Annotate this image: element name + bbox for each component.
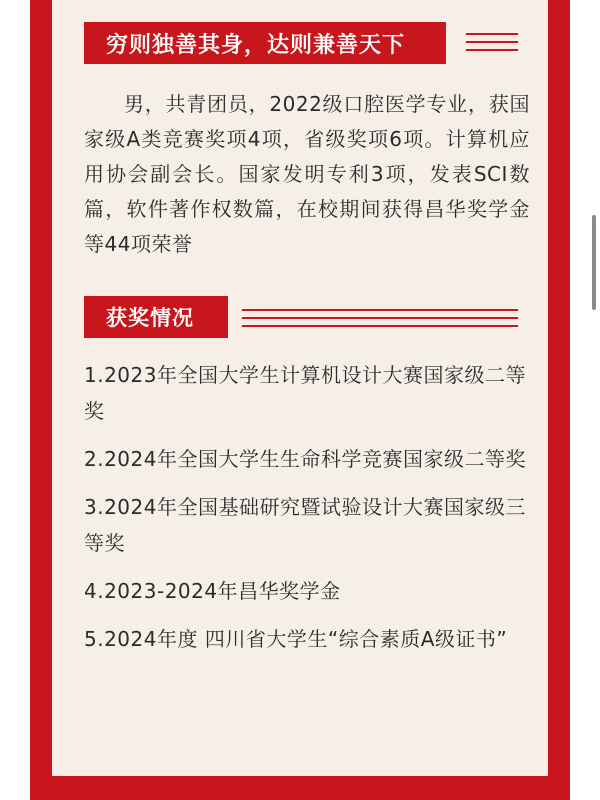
award-item: 1.2023年全国大学生计算机设计大赛国家级二等奖 bbox=[84, 363, 526, 423]
decor-rule bbox=[242, 325, 518, 327]
awards-list bbox=[84, 357, 530, 669]
decor-rule bbox=[466, 33, 518, 35]
intro-paragraph: 男，共青团员，2022级口腔医学专业，获国家级A类竞赛奖项4项，省级奖项6项。计算机应用协会副会长。国家发明专利3项，发表SCI数篇，软件著作权数篇，在校期间获得昌华奖学金等44项荣誉 bbox=[84, 92, 530, 256]
decor-rule bbox=[242, 317, 518, 319]
award-item: 4.2023-2024年昌华奖学金 bbox=[84, 579, 341, 603]
decor-rule bbox=[466, 49, 518, 51]
award-item: 2.2024年全国大学生生命科学竞赛国家级二等奖 bbox=[84, 447, 526, 471]
motto-banner bbox=[84, 22, 446, 64]
decor-rule bbox=[466, 41, 518, 43]
awards-banner bbox=[84, 296, 228, 338]
motto-banner-text: 穷则独善其身，达则兼善天下 bbox=[106, 32, 406, 58]
scrollbar-thumb[interactable] bbox=[592, 215, 596, 310]
decor-rule bbox=[242, 309, 518, 311]
award-item: 3.2024年全国基础研究暨试验设计大赛国家级三等奖 bbox=[84, 495, 526, 555]
award-item: 5.2024年度 四川省大学生“综合素质A级证书” bbox=[84, 627, 508, 651]
awards-banner-text: 获奖情况 bbox=[106, 306, 194, 330]
